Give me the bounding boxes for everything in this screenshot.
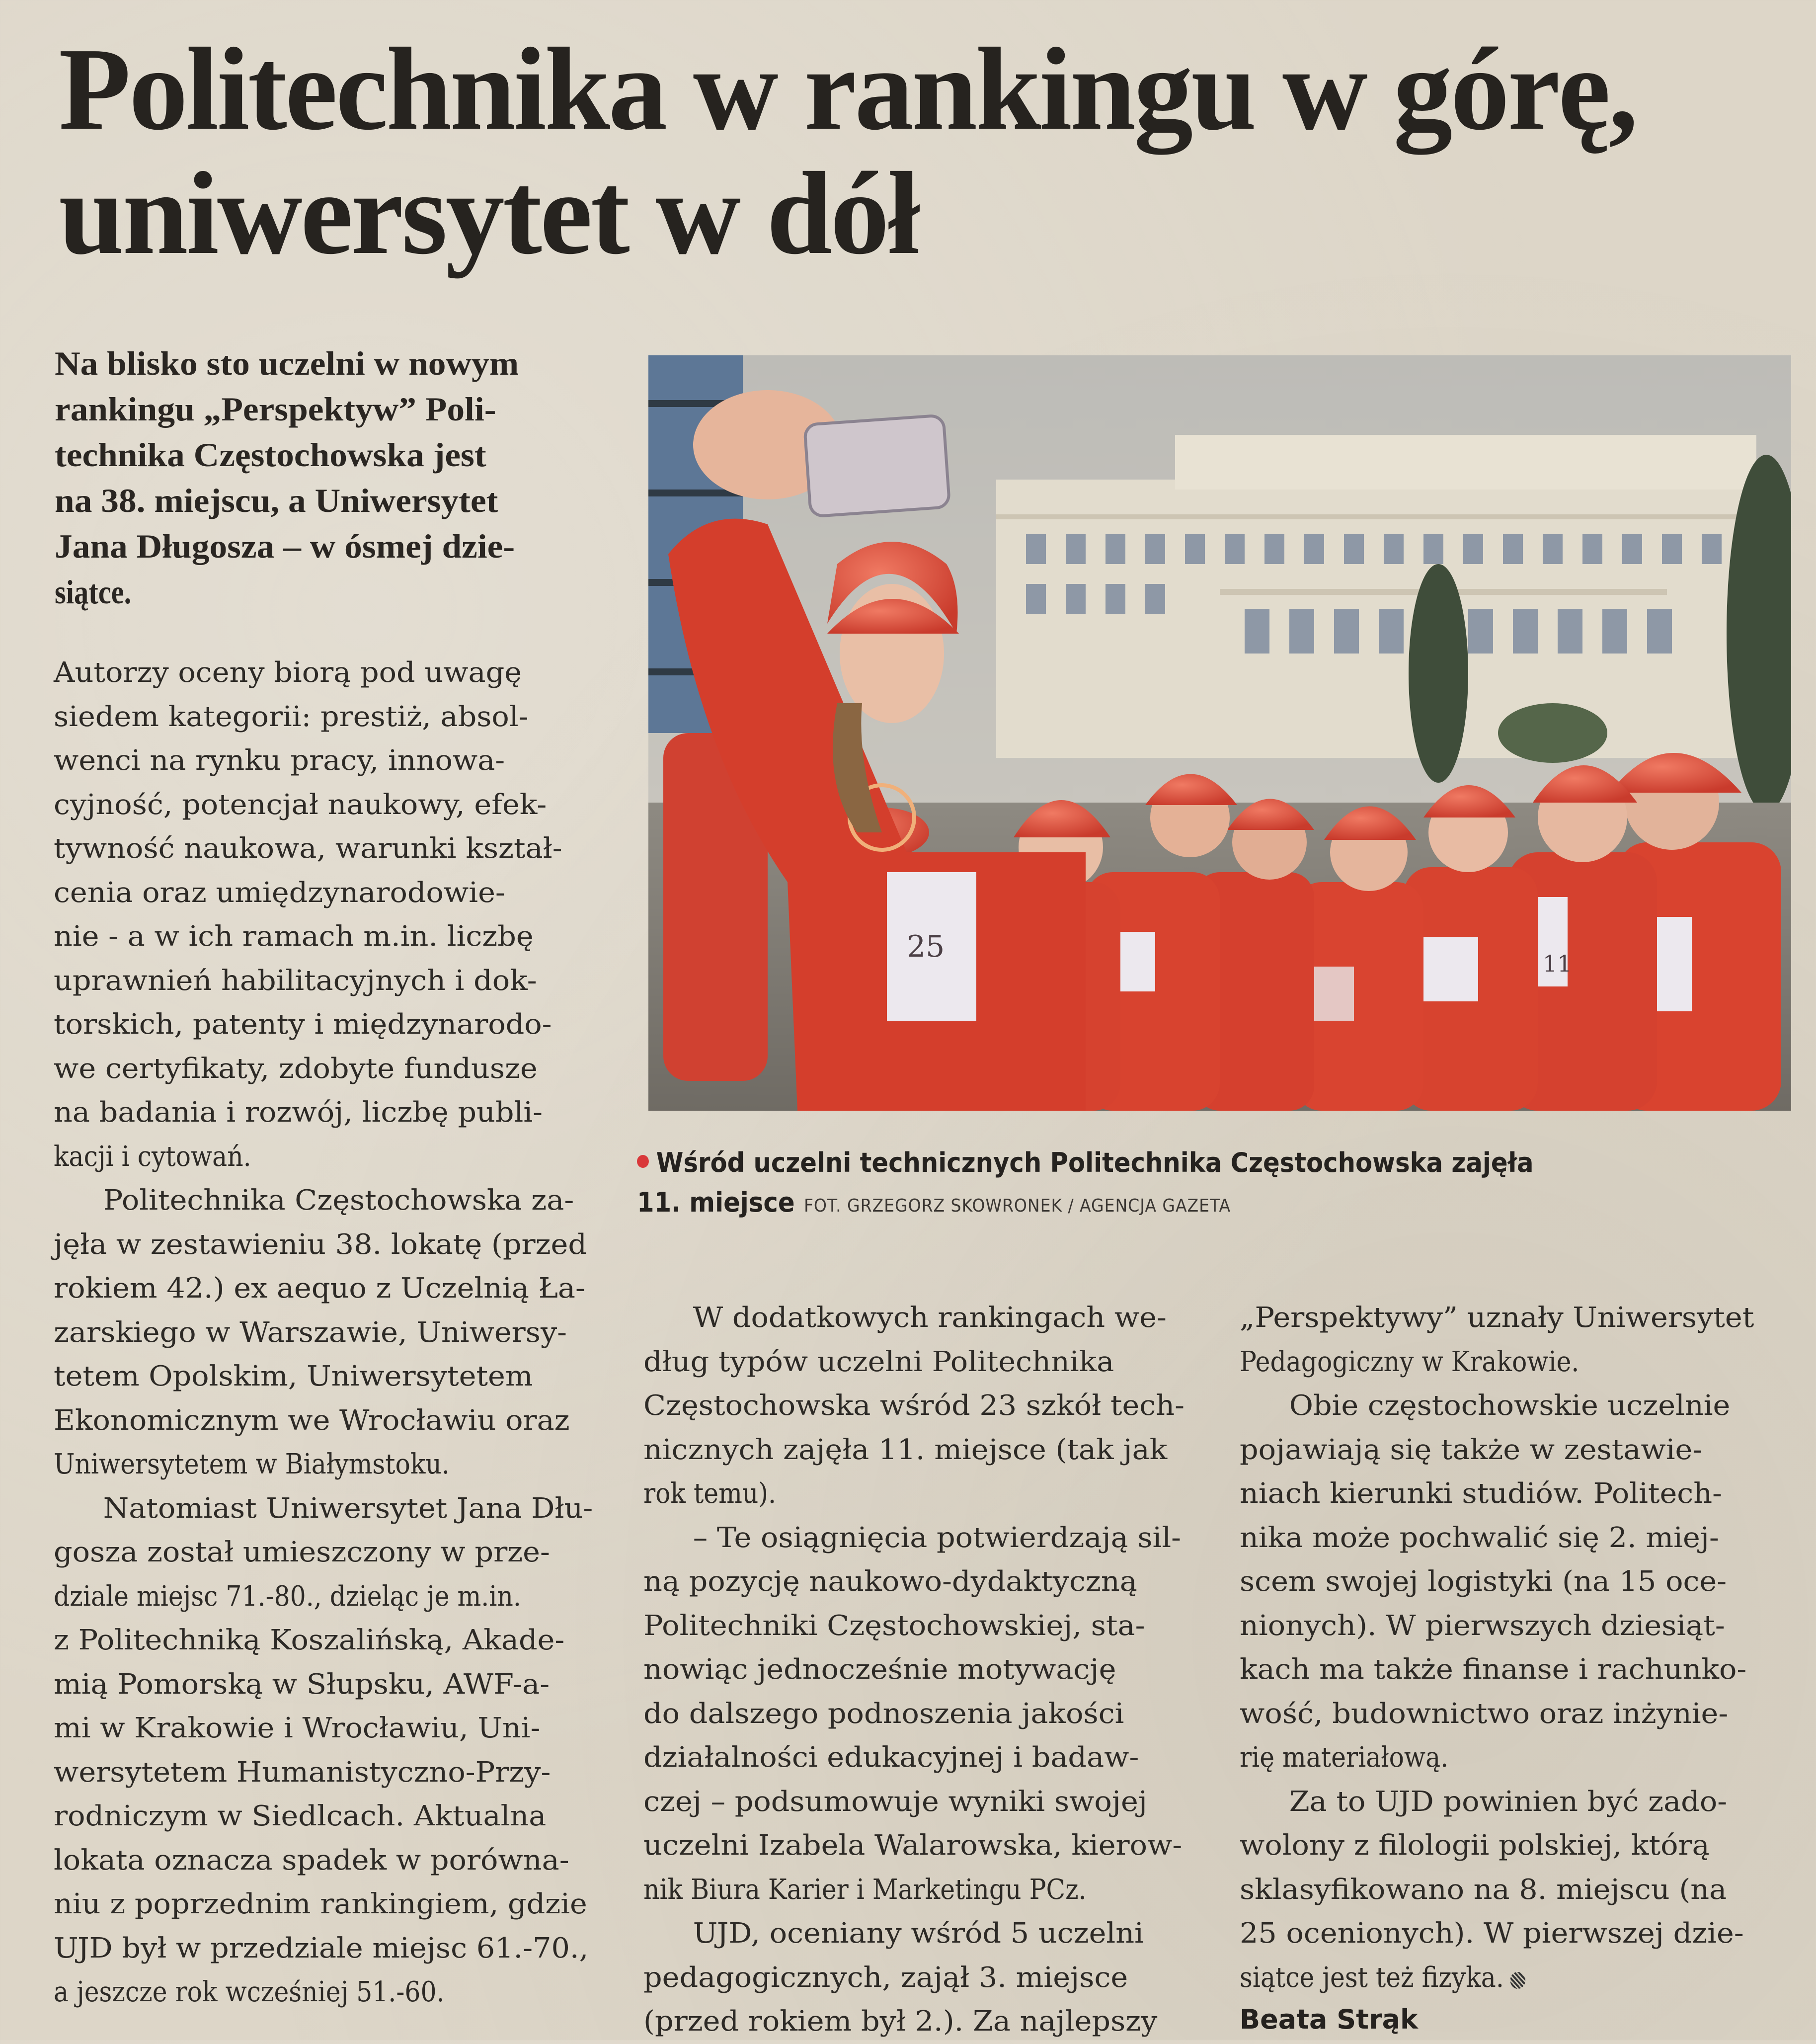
body-line: na badania i rozwój, liczbę publi-	[54, 1096, 543, 1129]
article-photo	[648, 355, 1791, 1111]
caption-text: 11. miejsce	[637, 1187, 795, 1218]
headline-line-2: uniwersytet w dół	[59, 148, 919, 279]
body-line: dziale miejsc 71.-80., dzieląc je m.in.	[54, 1580, 521, 1613]
body-line: z Politechniką Koszalińską, Akade-	[54, 1624, 565, 1656]
photo-caption	[637, 1143, 1810, 1226]
body-line: ną pozycję naukowo-dydaktyczną	[643, 1565, 1137, 1598]
body-line: cyjność, potencjał naukowy, efek-	[54, 788, 547, 821]
body-line: Politechnika Częstochowska za-	[103, 1184, 574, 1217]
body-line: – Te osiągnięcia potwierdzają sil-	[693, 1521, 1182, 1554]
body-line: „Perspektywy” uznały Uniwersytet	[1240, 1302, 1754, 1334]
headline-line-1: Politechnika w rankingu w górę,	[59, 24, 1637, 155]
body-column-middle	[643, 1296, 1195, 2044]
body-line: uczelni Izabela Walarowska, kierow-	[643, 1829, 1183, 1862]
body-line: nionych). W pierwszych dziesiąt-	[1240, 1609, 1725, 1642]
body-line: zarskiego w Warszawie, Uniwersy-	[54, 1316, 567, 1349]
lead-line: siątce.	[55, 573, 132, 611]
body-line: we certyfikaty, zdobyte fundusze	[54, 1052, 538, 1085]
body-line: Obie częstochowskie uczelnie	[1289, 1390, 1731, 1422]
body-line: Politechniki Częstochowskiej, sta-	[643, 1609, 1145, 1642]
body-line: 25 ocenionych). W pierwszej dzie-	[1240, 1917, 1744, 1950]
body-line: wolony z filologii polskiej, którą	[1240, 1829, 1710, 1862]
body-line: wersytetem Humanistyczno-Przy-	[54, 1756, 551, 1789]
body-line: uprawnień habilitacyjnych i dok-	[54, 964, 537, 997]
body-line: niach kierunki studiów. Politech-	[1240, 1477, 1722, 1510]
body-line: a jeszcze rok wcześniej 51.-60.	[54, 1976, 445, 2008]
selfie-group-photo	[648, 355, 1791, 1111]
lead-line: Na blisko sto uczelni w nowym	[55, 344, 519, 382]
caption-bullet-icon	[637, 1155, 649, 1168]
body-line: gosza został umieszczony w prze-	[54, 1536, 550, 1568]
body-line: rię materiałową.	[1240, 1741, 1449, 1774]
body-line: czej – podsumowuje wyniki swojej	[643, 1785, 1148, 1818]
body-line: Uniwersytetem w Białymstoku.	[54, 1448, 450, 1480]
end-of-article-icon	[1510, 1972, 1525, 1989]
body-line: jęła w zestawieniu 38. lokatę (przed	[54, 1228, 587, 1261]
lead-line: Jana Długosza – w ósmej dzie-	[55, 527, 515, 565]
body-column-right	[1240, 1296, 1796, 2040]
photo-credit: FOT. GRZEGORZ SKOWRONEK / AGENCJA GAZETA	[803, 1196, 1231, 1216]
body-line: siedem kategorii: prestiż, absol-	[54, 700, 529, 733]
body-line: mi w Krakowie i Wrocławiu, Uni-	[54, 1712, 541, 1744]
body-line: cenia oraz umiędzynarodowie-	[54, 876, 505, 909]
body-line: UJD był w przedziale miejsc 61.-70.,	[54, 1932, 589, 1964]
bib-number-11: 11	[1543, 950, 1572, 977]
body-line: nie - a w ich ramach m.in. liczbę	[54, 920, 534, 953]
body-line: nowiąc jednocześnie motywację	[643, 1653, 1116, 1686]
university-building	[996, 435, 1756, 758]
body-line: Ekonomicznym we Wrocławiu oraz	[54, 1404, 570, 1437]
body-line: Częstochowska wśród 23 szkół tech-	[643, 1390, 1184, 1422]
body-line: rok temu).	[643, 1477, 777, 1510]
byline: Beata Strąk	[1240, 2004, 1418, 2035]
body-line: W dodatkowych rankingach we-	[693, 1302, 1167, 1334]
body-line: tetem Opolskim, Uniwersytetem	[54, 1360, 533, 1392]
body-line: nicznych zajęła 11. miejsce (tak jak	[643, 1433, 1168, 1466]
body-line: Autorzy oceny biorą pod uwagę	[54, 656, 522, 689]
body-line: tywność naukowa, warunki kształ-	[54, 832, 562, 865]
body-line: Za to UJD powinien być zado-	[1289, 1785, 1728, 1818]
body-line: do dalszego podnoszenia jakości	[643, 1697, 1124, 1730]
body-line: niu z poprzednim rankingiem, gdzie	[54, 1888, 587, 1920]
body-line: pedagogicznych, zajął 3. miejsce	[643, 1961, 1128, 1994]
body-line: wenci na rynku pracy, innowa-	[54, 744, 505, 777]
body-line: pojawiają się także w zestawie-	[1240, 1433, 1703, 1466]
body-line: (przed rokiem był 2.). Za najlepszy	[643, 2005, 1158, 2038]
lead-paragraph	[55, 340, 606, 615]
body-line: rodniczym w Siedlcach. Aktualna	[54, 1800, 547, 1832]
body-line: Natomiast Uniwersytet Jana Dłu-	[103, 1492, 593, 1525]
caption-line-1	[637, 1143, 1716, 1183]
lead-line: na 38. miejscu, a Uniwersytet	[55, 482, 498, 519]
body-line: kach ma także finanse i rachunko-	[1240, 1653, 1747, 1686]
body-line: rokiem 42.) ex aequo z Uczelnią Ła-	[54, 1272, 585, 1305]
body-line: Pedagogiczny w Krakowie.	[1240, 1345, 1579, 1378]
body-line: kacji i cytowań.	[54, 1140, 251, 1173]
body-line: siątce jest też fizyka.	[1240, 1956, 1525, 2000]
body-line: nik Biura Karier i Marketingu PCz.	[643, 1873, 1087, 1906]
body-column-left	[54, 651, 600, 2015]
body-line: dług typów uczelni Politechnika	[643, 1345, 1114, 1378]
body-line: UJD, oceniany wśród 5 uczelni	[693, 1917, 1144, 1950]
lead-line: technika Częstochowska jest	[55, 436, 486, 474]
body-line: lokata oznacza spadek w porówna-	[54, 1844, 569, 1877]
caption-text: Wśród uczelni technicznych Politechnika Częstochowska zajęła	[656, 1147, 1534, 1178]
body-line: nika może pochwalić się 2. miej-	[1240, 1521, 1719, 1554]
headline	[59, 24, 1808, 279]
body-line: scem swojej logistyki (na 15 oce-	[1240, 1565, 1727, 1598]
bib-number-25: 25	[907, 929, 945, 964]
caption-line-2	[637, 1183, 1716, 1226]
body-line: działalności edukacyjnej i badaw-	[643, 1741, 1139, 1774]
body-line: wość, budownictwo oraz inżynie-	[1240, 1697, 1729, 1730]
lead-line: rankingu „Perspektyw” Poli-	[55, 390, 496, 428]
body-line: sklasyfikowano na 8. miejscu (na	[1240, 1873, 1727, 1906]
body-line: mią Pomorską w Słupsku, AWF-a-	[54, 1668, 550, 1701]
body-line: torskich, patenty i międzynarodo-	[54, 1008, 552, 1041]
